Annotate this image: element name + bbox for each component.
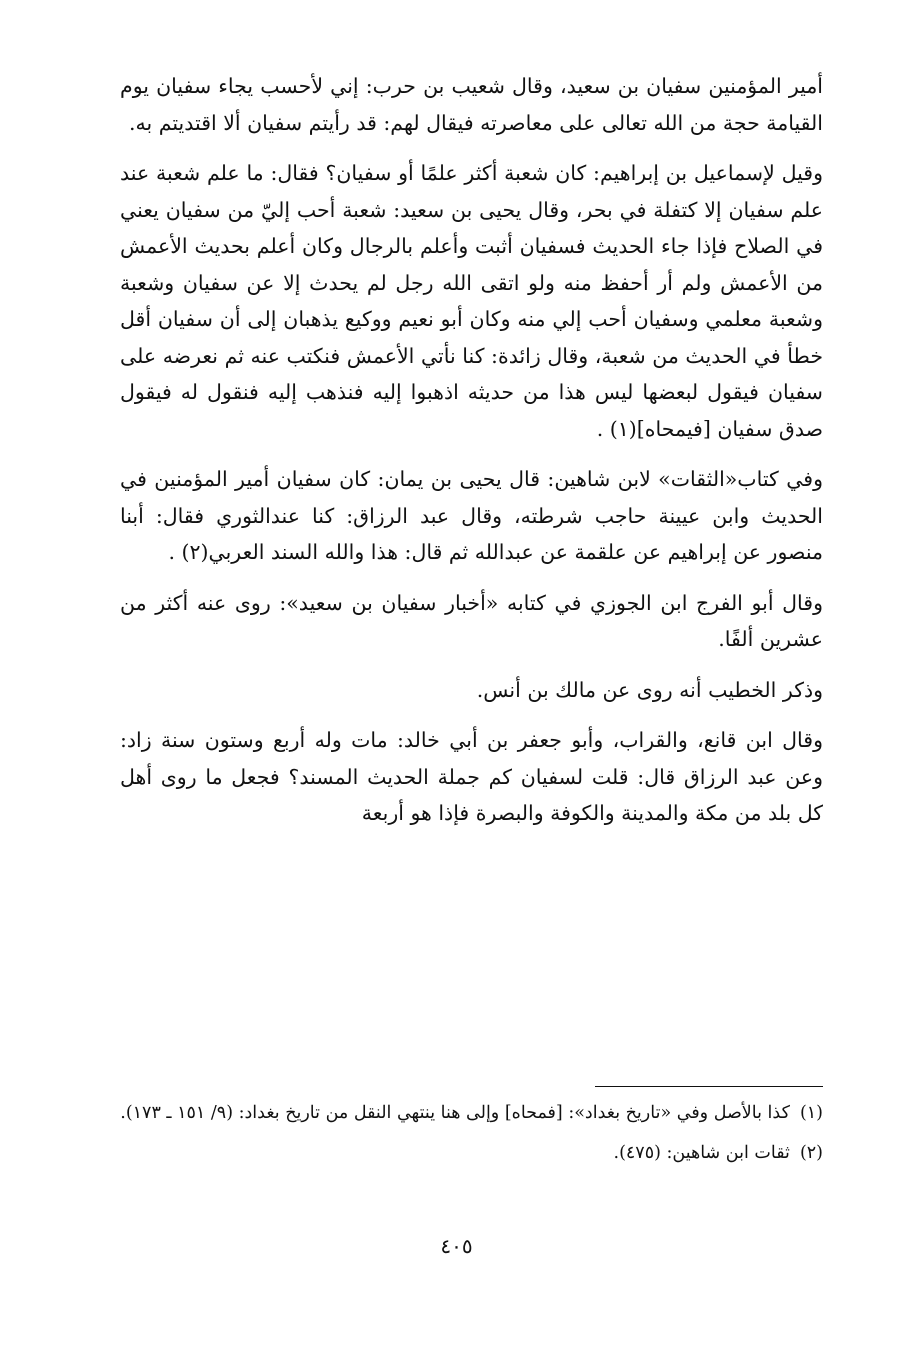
footnote-number: (٢) xyxy=(799,1143,823,1163)
footnote-text: كذا بالأصل وفي «تاريخ بغداد»: [فمحاه] وإلى هنا ينتهي النقل من تاريخ بغداد: (٩/ ١٥١ ـ ١٧٣). xyxy=(120,1103,790,1123)
paragraph-6: وقال ابن قانع، والقراب، وأبو جعفر بن أبي خالد: مات وله أربع وستون سنة زاد: وعن عبد الرزاق قال: قلت لسفيان كم جملة الحديث المسند؟ فجعل ما روى أهل كل بلد من مكة والمدينة والكوفة والبصرة فإذا هو أربعة xyxy=(120,728,823,825)
footnotes xyxy=(120,1096,823,1176)
footnote-1 xyxy=(120,1096,823,1130)
footnote-number: (١) xyxy=(799,1103,823,1123)
paragraph-4: وقال أبو الفرج ابن الجوزي في كتابه «أخبار سفيان بن سعيد»: روى عنه أكثر من عشرين ألفًا. xyxy=(120,590,823,651)
footnote-2 xyxy=(120,1136,823,1170)
paragraph-3: وفي كتاب«الثقات» لابن شاهين: قال يحيى بن يمان: كان سفيان أمير المؤمنين في الحديث وابن عيينة حاجب شرطته، وقال عبد الرزاق: كنا عندالثوري فقال: أبنا منصور عن إبراهيم عن علقمة عن عبدالله ثم قال: هذا والله السند العربي(٢) . xyxy=(120,467,823,564)
footnote-text: ثقات ابن شاهين: (٤٧٥). xyxy=(613,1143,790,1163)
paragraph-5: وذكر الخطيب أنه روى عن مالك بن أنس. xyxy=(476,677,823,702)
page-number: ٤٠٥ xyxy=(440,1234,473,1258)
main-text xyxy=(120,68,823,846)
footnote-divider xyxy=(595,1086,823,1087)
paragraph-1: أمير المؤمنين سفيان بن سعيد، وقال شعيب بن حرب: إني لأحسب يجاء سفيان يوم القيامة حجة من الله تعالى على معاصرته فيقال لهم: قد رأيتم سفيان ألا اقتديتم به. xyxy=(120,74,823,135)
paragraph-2: وقيل لإسماعيل بن إبراهيم: كان شعبة أكثر علمًا أو سفيان؟ فقال: ما علم شعبة عند علم سفيان إلا كتفلة في بحر، وقال يحيى بن سعيد: شعبة أحب إليّ من سفيان يعني في الصلاح فإذا جاء الحديث فسفيان أثبت وأعلم بالرجال وكان أعلم بحديث الأعمش من الأعمش ولم أر أحفظ منه ولو اتقى الله رجل لم يحدث إلا عن سفيان وشعبة وشعبة معلمي وسفيان أحب إلي منه وكان أبو نعيم ووكيع يذهبان إلى أن سفيان أقل خطأ في الحديث من شعبة، وقال زائدة: كنا نأتي الأعمش فنكتب عنه ثم نعرضه على سفيان فيقول لبعضها ليس هذا من حديثه اذهبوا إليه فنذهب إليه فنقول له فيقول صدق سفيان [فيمحاه](١) . xyxy=(120,161,823,441)
